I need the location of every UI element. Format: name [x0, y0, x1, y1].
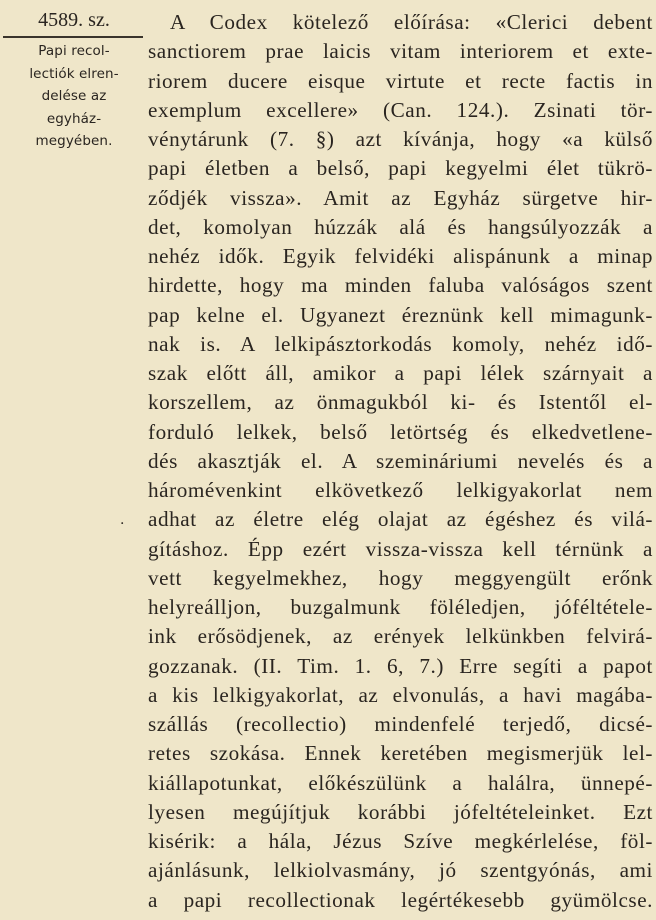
- body-line: dés akasztják el. A szemináriumi nevelés és a: [148, 448, 653, 473]
- sidenote-line: Papi recol-: [38, 43, 110, 59]
- body-line: szállás (recollectio) mindenfelé terjedő, dicsé-: [148, 712, 653, 736]
- body-line: lyesen megújítjuk korábbi jófeltételeinket. Ezt: [148, 799, 653, 824]
- body-line: kisérik: a hála, Jézus Szíve megkérlelése, föl-: [148, 829, 653, 853]
- number-underline: [3, 36, 143, 38]
- body-line: nak is. A lelkipásztorkodás komoly, nehéz idő-: [148, 331, 653, 356]
- margin-sidenote: [0, 40, 148, 153]
- body-line: vett kegyelmekhez, hogy meggyengült erőnk: [148, 565, 653, 590]
- body-line: A Codex kötelező előírása: «Clerici debent: [170, 10, 653, 34]
- body-line: ajánlásunk, lelkiolvasmány, jó szentgyónás, ami: [148, 858, 653, 883]
- sidenote-line: egyház-: [46, 110, 102, 127]
- sidenote-line: megyében.: [35, 133, 113, 149]
- body-line: nehéz idők. Egyik felvidéki alispánunk a minap: [148, 244, 653, 268]
- body-line: pap kelne el. Ugyanezt éreznünk kell mimagunk-: [148, 302, 653, 327]
- sidenote-line: lectiók elren-: [29, 65, 119, 82]
- body-line: retes szokása. Ennek keretében megismerjük lel-: [148, 741, 653, 766]
- paragraph-number: 4589. sz.: [38, 9, 110, 31]
- body-text: [148, 8, 653, 915]
- sidenote-line: delése az: [41, 88, 107, 104]
- body-line: kiállapotunkat, előkészülünk a halálra, ünnepé-: [148, 770, 653, 795]
- body-line: korszellem, az önmagukból ki- és Istentől el-: [148, 390, 653, 415]
- body-line: a papi recollectionak legértékesebb gyümölcse.: [148, 887, 653, 912]
- body-line: a kis lelkigyakorlat, az elvonulás, a havi magába-: [148, 682, 653, 707]
- body-line: sanctiorem prae laicis vitam interiorem et exte-: [148, 39, 653, 64]
- body-line: háromévenkint elkövetkező lelkigyakorlat nem: [148, 478, 653, 502]
- body-line: riorem ducere eisque virtute et recte factis in: [148, 68, 653, 93]
- body-line: helyreálljon, buzgalmunk föléledjen, jóféltétele-: [148, 595, 653, 619]
- body-line: papi életben a belső, papi kegyelmi élet tükrö-: [148, 156, 653, 181]
- body-line: det, komolyan húzzák alá és hangsúlyozzák a: [148, 214, 653, 239]
- body-line: szak előtt áll, amikor a papi lélek szárnyait a: [148, 361, 653, 385]
- body-line: exemplum excellere» (Can. 124.). Zsinati tör-: [148, 97, 653, 122]
- body-line: vénytárunk (7. §) azt kívánja, hogy «a külső: [148, 127, 653, 151]
- body-line: hirdette, hogy ma minden faluba valóságos szent: [148, 273, 653, 298]
- body-line: adhat az életre elég olajat az égéshez és vilá-: [148, 507, 653, 532]
- body-line: forduló lelkek, belső letörtség és elkedvetlene-: [148, 419, 653, 444]
- body-line: ink erősödjenek, az erények lelkünkben felvirá-: [148, 624, 653, 649]
- body-line: gozzanak. (II. Tim. 1. 6, 7.) Erre segíti a papot: [148, 653, 653, 678]
- body-line: ződjék vissza». Amit az Egyház sürgetve hir-: [148, 185, 653, 210]
- body-line: gításhoz. Épp ezért vissza-vissza kell térnünk a: [148, 536, 653, 561]
- margin-mark: ·: [120, 516, 125, 532]
